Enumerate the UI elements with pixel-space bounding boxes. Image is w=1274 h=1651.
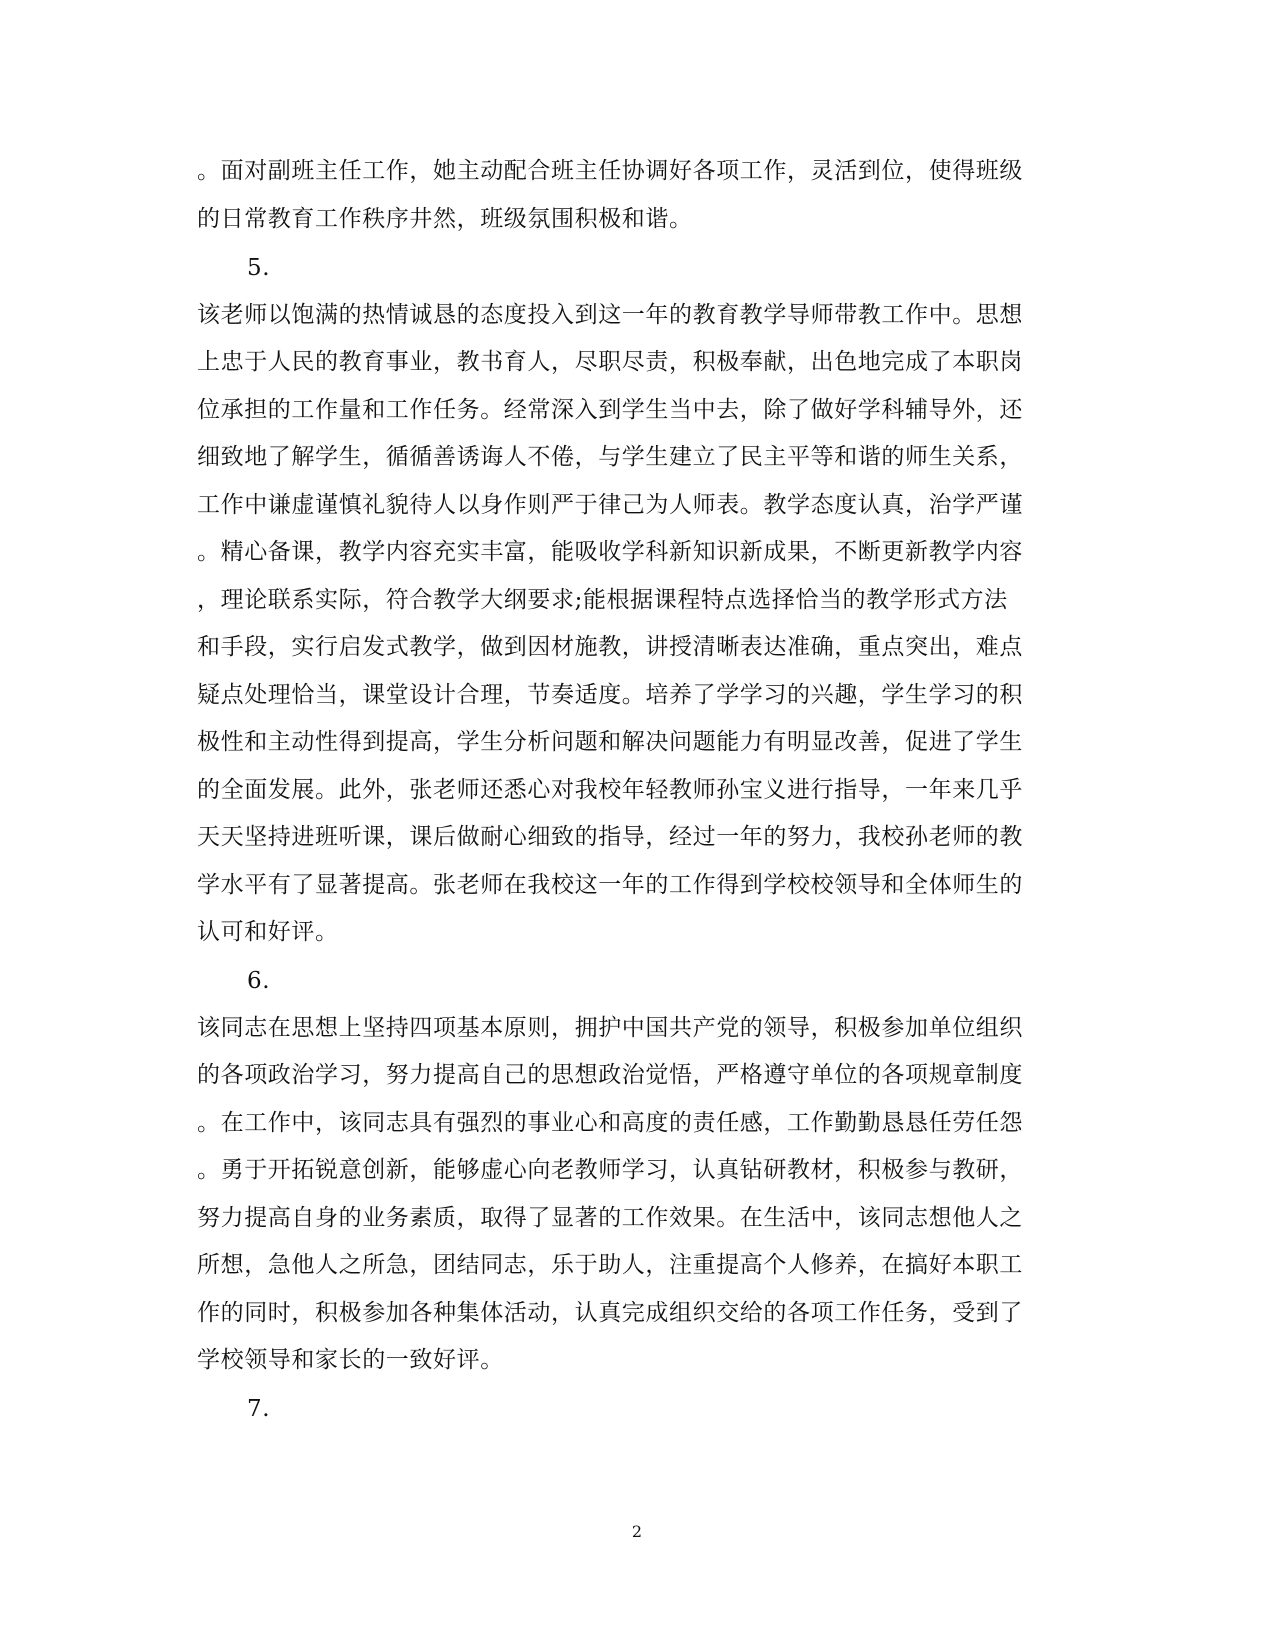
text-line: 的日常教育工作秩序井然，班级氛围积极和谐。 xyxy=(197,206,693,232)
text-line: 。在工作中，该同志具有强烈的事业心和高度的责任感，工作勤勤恳恳任劳任怨 xyxy=(197,1110,1023,1136)
item-number: 5. xyxy=(247,255,271,281)
text-line: 学水平有了显著提高。张老师在我校这一年的工作得到学校校领导和全体师生的 xyxy=(197,872,1023,898)
text-line: 所想，急他人之所急，团结同志，乐于助人，注重提高个人修养，在搞好本职工 xyxy=(197,1252,1023,1278)
item-number: 6. xyxy=(247,968,271,994)
text-line: 的各项政治学习，努力提高自己的思想政治觉悟，严格遵守单位的各项规章制度 xyxy=(197,1062,1023,1088)
text-line: 工作中谦虚谨慎礼貌待人以身作则严于律己为人师表。教学态度认真，治学严谨 xyxy=(197,492,1023,518)
text-line: 努力提高自身的业务素质，取得了显著的工作效果。在生活中，该同志想他人之 xyxy=(197,1205,1023,1231)
text-line: 认可和好评。 xyxy=(197,919,339,945)
text-line: 天天坚持进班听课，课后做耐心细致的指导，经过一年的努力，我校孙老师的教 xyxy=(197,824,1023,850)
item-number: 7. xyxy=(247,1396,271,1422)
text-line: 细致地了解学生，循循善诱诲人不倦，与学生建立了民主平等和谐的师生关系， xyxy=(197,444,1023,470)
text-line: 学校领导和家长的一致好评。 xyxy=(197,1347,504,1373)
page-number: 2 xyxy=(631,1522,643,1541)
text-line: 该老师以饱满的热情诚恳的态度投入到这一年的教育教学导师带教工作中。思想 xyxy=(197,302,1023,328)
text-line: 极性和主动性得到提高，学生分析问题和解决问题能力有明显改善，促进了学生 xyxy=(197,729,1023,755)
text-line: 作的同时，积极参加各种集体活动，认真完成组织交给的各项工作任务，受到了 xyxy=(197,1300,1023,1326)
text-line: 。勇于开拓锐意创新，能够虚心向老教师学习，认真钻研教材，积极参与教研， xyxy=(197,1157,1023,1183)
text-line: 的全面发展。此外，张老师还悉心对我校年轻教师孙宝义进行指导，一年来几乎 xyxy=(197,777,1023,803)
text-line: 该同志在思想上坚持四项基本原则，拥护中国共产党的领导，积极参加单位组织 xyxy=(197,1015,1023,1041)
text-line: ，理论联系实际，符合教学大纲要求;能根据课程特点选择恰当的教学形式方法 xyxy=(197,587,1008,613)
text-line: 疑点处理恰当，课堂设计合理，节奏适度。培养了学学习的兴趣，学生学习的积 xyxy=(197,682,1023,708)
text-line: 上忠于人民的教育事业，教书育人，尽职尽责，积极奉献，出色地完成了本职岗 xyxy=(197,349,1023,375)
text-line: 和手段，实行启发式教学，做到因材施教，讲授清晰表达准确，重点突出，难点 xyxy=(197,634,1023,660)
text-line: 位承担的工作量和工作任务。经常深入到学生当中去，除了做好学科辅导外，还 xyxy=(197,397,1023,423)
text-line: 。精心备课，教学内容充实丰富，能吸收学科新知识新成果，不断更新教学内容 xyxy=(197,539,1023,565)
text-line: 。面对副班主任工作，她主动配合班主任协调好各项工作，灵活到位，使得班级 xyxy=(197,158,1023,184)
